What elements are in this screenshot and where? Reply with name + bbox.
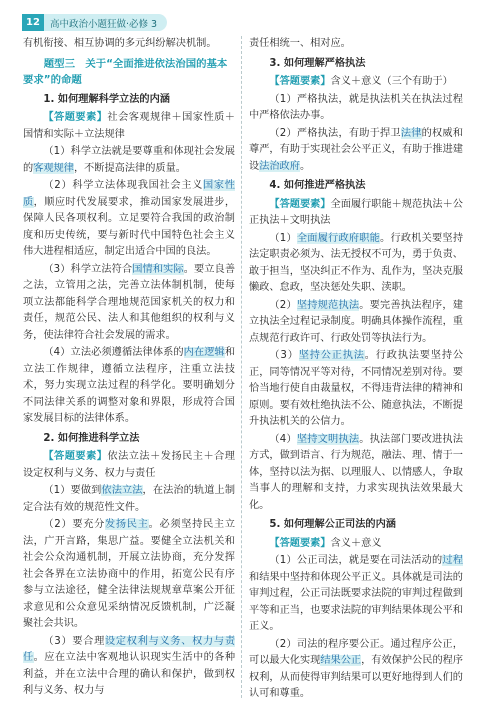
keyword-highlight: 法律 (400, 127, 422, 139)
right-column (249, 36, 463, 704)
text: ，顺应时代发展要求，推动国家发展进步，保障人民各项权利。立足要符合我国的政治制度和历史传统，要与新时代中国特色社会主义伟大进程相适应，制定出适合中国的良法。 (23, 196, 236, 257)
keyword-highlight: 依法立法 (101, 485, 143, 496)
paragraph (249, 637, 463, 703)
keyword-highlight: 坚持文明执法 (296, 433, 360, 445)
answer-elements (249, 536, 463, 553)
carry-over-text: 有机衔接、相互协调的多元纠纷解决机制。 (23, 38, 217, 49)
paragraph (249, 298, 463, 348)
paragraph (249, 432, 463, 515)
paragraph (23, 144, 235, 177)
text: ，在法治的轨道上制定合法有效的规范性文件。 (23, 485, 236, 513)
paragraph (249, 126, 463, 176)
answer-elements (249, 197, 463, 230)
text: 。执法部门要改进执法方式，做到语言、行为规范，融法、理、情于一体，坚持以法为据、以理服人、以情感人，争取当事人的理解和支持，力求实现执法效果最大化。 (249, 433, 463, 511)
paragraph (23, 262, 235, 345)
paragraph (249, 553, 463, 636)
text: 。应在立法中客观地认识现实生活中的各种利益，并在立法中合理的确认和保护，做到权利与义务、权力与 (23, 652, 236, 696)
keyword-highlight: 设定权利与义务、权力与责任 (23, 635, 236, 663)
keyword-highlight: 过程 (442, 555, 464, 566)
text: （4） (269, 433, 297, 445)
answer-tag: 【答题要素】 (269, 537, 331, 549)
paragraph (23, 178, 235, 261)
column-divider (241, 36, 242, 698)
paragraph: （1）严格执法，就是执法机关在执法过程中严格依法办事。 (249, 93, 463, 121)
answer-elements (249, 74, 463, 91)
text: （3）科学立法符合 (43, 263, 133, 275)
elements-text: 含义＋意义（三个有助于） (330, 76, 453, 87)
text: 和结果中坚持和体现公平正义。具体就是司法的审判过程，公正司法既要求法院的审判过程做到平等和正当，也要求法院的审判结果体现公平和正义。 (249, 571, 463, 632)
book-title: 高中政治小题狂做·必修 3 (50, 18, 158, 30)
question-heading: 3. 如何理解严格执法 (269, 57, 366, 69)
text: （1）科学立法就是要尊重和体现社会发展的 (23, 146, 235, 174)
text: ，有效保护公民的程序权利，从而使得审判结果可以更好地得到人们的认可和尊重。 (249, 655, 464, 699)
text: ，不断提高法律的质量。 (73, 162, 186, 174)
text: 。行政机关要坚持法定职责必须为、法无授权不可为，勇于负责、敢于担当，坚决纠正不作为、乱作为，坚决克服懒政、怠政，坚决惩处失职、渎职。 (249, 232, 464, 293)
page-header (22, 14, 167, 31)
keyword-highlight: 坚持规范执法 (296, 299, 360, 311)
paragraph (23, 517, 235, 633)
carry-over-text: 责任相统一、相对应。 (249, 38, 351, 49)
text: （4）立法必须遵循法律体系的 (43, 347, 184, 358)
elements-text: 依法立法＋发扬民主＋合理设定权利与义务、权力与责任 (23, 451, 235, 479)
question-heading: 5. 如何理解公正司法的内涵 (269, 519, 396, 530)
answer-tag: 【答题要素】 (43, 451, 108, 462)
paragraph (249, 231, 463, 297)
keyword-highlight: 发扬民主 (105, 519, 149, 530)
text: （2）严格执法，有助于捍卫 (269, 127, 401, 139)
text: 。要立良善之法，立管用之法，完善立法体制机制，使每项立法都能科学合理地规范国家机关的权力和责任，规范公民、法人和其他组织的权利与义务，使法律符合社会发展的需求。 (23, 263, 236, 341)
elements-text: 全面履行职能＋规范执法＋公正执法＋文明执法 (249, 198, 463, 226)
elements-text: 含义＋意义 (330, 537, 382, 549)
question-heading: 4. 如何推进严格执法 (269, 180, 366, 191)
keyword-highlight: 国家性质 (23, 180, 235, 208)
text: 和立法工作规律，遵循立法程序，注重立法技术，努力实现立法过程的科学化。要明确划分不同法律关系的调整对象和界限，形成符合国家发展目标的法律体系。 (23, 347, 235, 424)
keyword-highlight: 内在逻辑 (183, 347, 225, 358)
section-title: 题型三 关于“全面推进依法治国的基本要求”的命题 (23, 57, 228, 86)
paragraph (23, 345, 235, 428)
text: （2）司法的程序要公正。通过程序公正，可以最大化实现 (249, 638, 463, 666)
text: 。行政执法要坚持公正，同等情况平等对待，不同情况差别对待。要恰当地行使自由裁量权，不得违背法律的精神和原则。要有效杜绝执法不公、随意执法，不断提升执法机关的公信力。 (249, 350, 464, 427)
keyword-highlight: 全面履行政府职能 (296, 232, 381, 244)
text: （2）要充分 (43, 519, 106, 530)
paragraph (23, 483, 235, 516)
left-column (23, 36, 235, 701)
keyword-highlight: 客观规律 (33, 162, 74, 174)
keyword-highlight: 结果公正 (320, 655, 362, 666)
text: （1）要做到 (43, 485, 102, 496)
text: （1） (269, 232, 297, 244)
answer-tag: 【答题要素】 (269, 198, 331, 210)
keyword-highlight: 坚持公正执法 (298, 350, 365, 361)
elements-text: 社会客观规律＋国家性质＋国情和实际＋立法规律 (23, 112, 235, 140)
question-heading: 2. 如何推进科学立法 (43, 432, 140, 444)
answer-elements (23, 449, 235, 482)
answer-tag: 【答题要素】 (269, 76, 331, 87)
text: 。要完善执法程序，建立执法全过程记录制度。明确具体操作流程，重点规范行政许可、行政处罚等执法行为。 (249, 299, 463, 344)
text: （2） (269, 299, 297, 311)
keyword-highlight: 法治政府 (259, 160, 300, 172)
text: 。必须坚持民主立法，广开言路，集思广益。要健全立法机关和社会公众沟通机制，开展立法协商，充分发挥社会各界在立法协商中的作用，拓宽公民有序参与立法途径，健全法律法规规章草案公开征求意见和公众意见采纳情况反馈机制，广泛凝聚社会共识。 (23, 519, 236, 629)
text: 的权威和尊严，有助于实现社会公平正义，有助于推进建设 (249, 127, 464, 172)
page-number: 12 (22, 14, 44, 31)
text: （1）公正司法，就是要在司法活动的 (269, 555, 443, 566)
paragraph (23, 634, 235, 700)
answer-tag: 【答题要素】 (43, 112, 108, 123)
text: （2）科学立法体现我国社会主义 (43, 180, 204, 191)
question-heading: 1. 如何理解科学立法的内涵 (43, 93, 170, 105)
answer-elements (23, 110, 235, 143)
paragraph (249, 348, 463, 431)
text: （3） (269, 350, 299, 361)
text: 。 (299, 160, 311, 172)
text: （3）要合理 (43, 635, 106, 647)
keyword-highlight: 国情和实际 (132, 263, 184, 275)
